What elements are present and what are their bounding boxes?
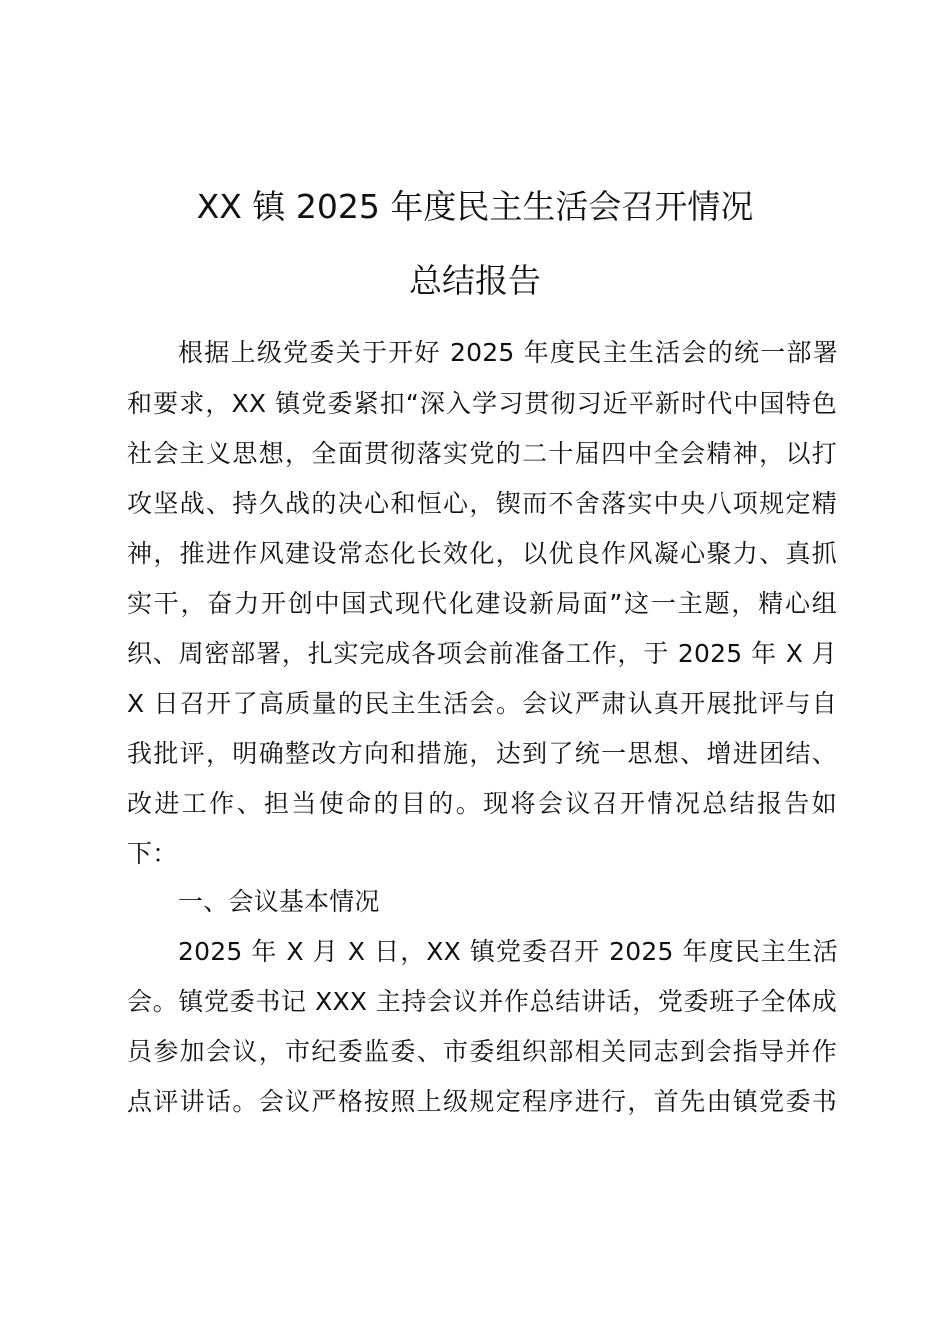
text-line: 织、周密部署，扎实完成各项会前准备工作，于 2025 年 X 月 <box>127 639 837 668</box>
text-line: 会。镇党委书记 XXX 主持会议并作总结讲话，党委班子全体成 <box>127 987 837 1016</box>
section-heading: 一、会议基本情况 <box>178 887 380 916</box>
text-line: 员参加会议，市纪委监委、市委组织部相关同志到会指导并作 <box>127 1037 837 1066</box>
text-line: 神，推进作风建设常态化长效化，以优良作风凝心聚力、真抓 <box>127 539 837 568</box>
text-line: 和要求，XX 镇党委紧扣“深入学习贯彻习近平新时代中国特色 <box>127 389 837 418</box>
text-line: 实干，奋力开创中国式现代化建设新局面”这一主题，精心组 <box>127 589 837 618</box>
text-line: 2025 年 X 月 X 日，XX 镇党委召开 2025 年度民主生活 <box>178 937 838 966</box>
text-line: 社会主义思想，全面贯彻落实党的二十届四中全会精神，以打 <box>127 439 837 468</box>
text-line: X 日召开了高质量的民主生活会。会议严肃认真开展批评与自 <box>127 689 837 718</box>
text-line: 攻坚战、持久战的决心和恒心，锲而不舍落实中央八项规定精 <box>127 489 837 518</box>
text-line: 根据上级党委关于开好 2025 年度民主生活会的统一部署 <box>178 338 838 367</box>
document-title-line-2: 总结报告 <box>409 261 541 300</box>
text-line: 下： <box>127 839 178 868</box>
document-title-line-1: XX 镇 2025 年度民主生活会召开情况 <box>196 187 754 226</box>
text-line: 改进工作、担当使命的目的。现将会议召开情况总结报告如 <box>127 789 837 818</box>
text-line: 点评讲话。会议严格按照上级规定程序进行，首先由镇党委书 <box>127 1087 837 1116</box>
text-line: 我批评，明确整改方向和措施，达到了统一思想、增进团结、 <box>127 739 837 768</box>
